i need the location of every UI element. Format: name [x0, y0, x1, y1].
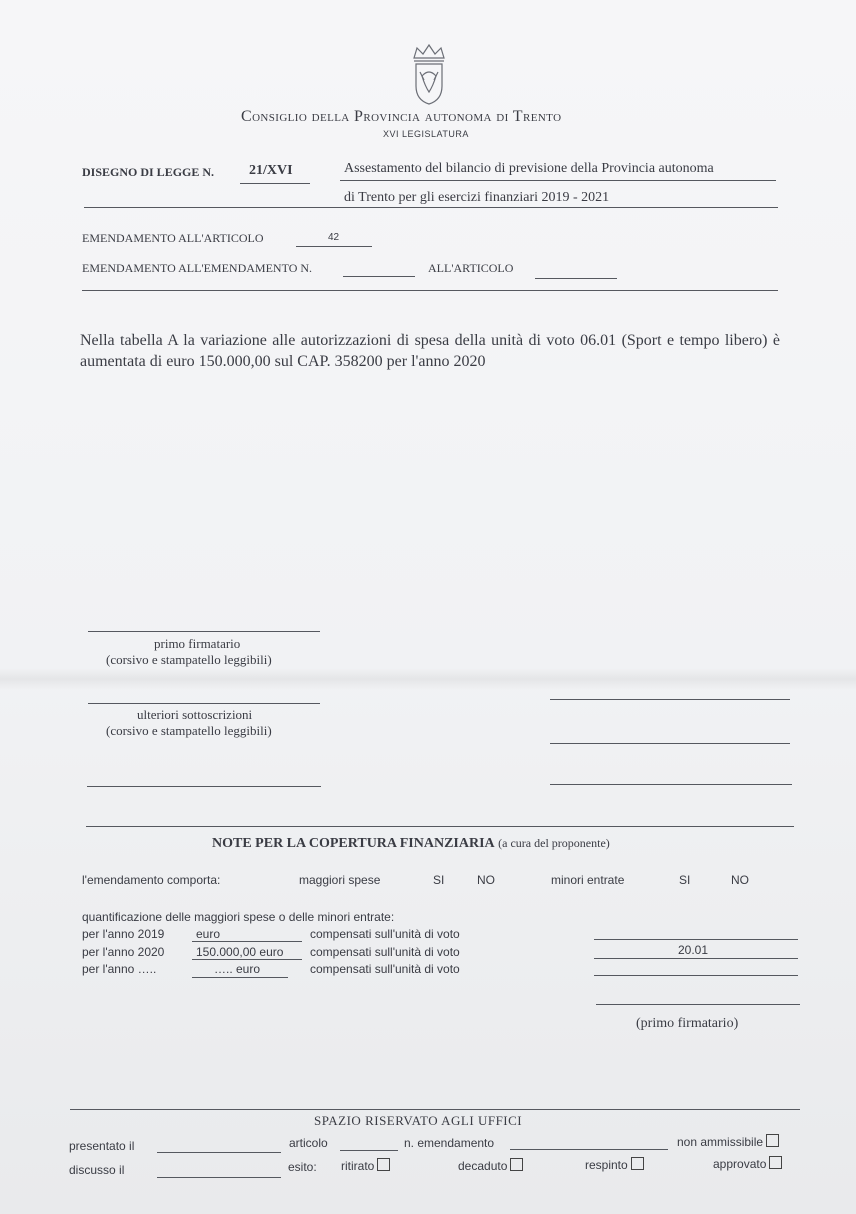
articolo-field[interactable]	[340, 1150, 398, 1151]
institution-name: Consiglio della Provincia autonoma di Trento	[241, 108, 562, 125]
comporta-label: l'emendamento comporta:	[82, 873, 221, 887]
bill-number-line	[240, 183, 310, 184]
amendment-sub-number-line	[343, 276, 415, 277]
respinto-checkbox[interactable]	[631, 1157, 644, 1170]
other-signer-line-3	[550, 743, 790, 744]
year-2019-label: per l'anno 2019	[82, 927, 165, 941]
maggiori-spese-si-option[interactable]: SI	[433, 873, 445, 887]
bill-title-underline-2	[84, 207, 778, 208]
amendment-separator	[82, 290, 778, 291]
other-signers-label: ulteriori sottoscrizioni	[137, 707, 253, 722]
minori-entrate-label: minori entrate	[551, 873, 625, 887]
presentato-field[interactable]	[157, 1152, 281, 1153]
amendment-article-value: 42	[328, 232, 340, 243]
other-signer-line-1	[88, 703, 320, 704]
bill-label: DISEGNO DI LEGGE N.	[82, 165, 215, 179]
approvato-option[interactable]	[713, 1156, 782, 1171]
coverage-signer-label: (primo firmatario)	[636, 1016, 739, 1031]
coat-of-arms-icon	[408, 42, 450, 106]
coverage-signer-line	[596, 1004, 800, 1005]
legislature-label: XVI LEGISLATURA	[383, 129, 469, 139]
approvato-label: approvato	[713, 1157, 767, 1171]
unit-other-field[interactable]	[594, 975, 798, 976]
first-signer-line	[88, 631, 320, 632]
compensation-2019-label: compensati sull'unità di voto	[310, 927, 460, 941]
coverage-heading	[212, 836, 610, 852]
unit-2020-field[interactable]: 20.01	[678, 943, 709, 957]
maggiori-spese-label: maggiori spese	[299, 873, 381, 887]
presentato-label: presentato il	[69, 1139, 135, 1153]
decaduto-checkbox[interactable]	[510, 1158, 523, 1171]
amount-2019-line	[192, 941, 302, 942]
non-ammissibile-option[interactable]	[677, 1134, 779, 1149]
approvato-checkbox[interactable]	[769, 1156, 782, 1169]
decaduto-label: decaduto	[458, 1159, 508, 1173]
other-signer-line-4	[87, 786, 321, 787]
amount-2020-line	[192, 959, 302, 960]
first-signer-label: primo firmatario	[154, 636, 241, 651]
non-ammissibile-label: non ammissibile	[677, 1135, 764, 1149]
amendment-article-label: EMENDAMENTO ALL'ARTICOLO	[82, 231, 264, 245]
esito-label: esito:	[288, 1160, 317, 1174]
amount-other-line	[192, 977, 288, 978]
year-2020-label: per l'anno 2020	[82, 945, 165, 959]
unit-2019-field[interactable]	[594, 939, 798, 940]
decaduto-option[interactable]	[458, 1158, 523, 1173]
amount-2019-field[interactable]: euro	[196, 927, 221, 941]
coverage-separator	[86, 826, 794, 827]
coverage-heading-main: NOTE PER LA COPERTURA FINANZIARIA	[212, 836, 495, 851]
other-signers-note: (corsivo e stampatello leggibili)	[106, 723, 272, 738]
amendment-article-line	[296, 246, 372, 247]
minori-entrate-si-option[interactable]: SI	[679, 873, 691, 887]
other-signer-line-2	[550, 699, 790, 700]
quantification-label: quantificazione delle maggiori spese o delle minori entrate:	[82, 910, 395, 924]
ritirato-option[interactable]	[341, 1158, 390, 1173]
amendment-sub-article-label: ALL'ARTICOLO	[428, 261, 514, 275]
amount-2020-field[interactable]: 150.000,00 euro	[196, 945, 284, 959]
discusso-label: discusso il	[69, 1163, 125, 1177]
first-signer-note: (corsivo e stampatello leggibili)	[106, 652, 272, 667]
bill-number: 21/XVI	[249, 163, 293, 178]
amendment-body-text: Nella tabella A la variazione alle autorizzazioni di spesa della unità di voto 06.01 (Sport e tempo libero) è aumentata di euro 150.000,00 sul CAP. 358200 per l'anno 2020	[80, 332, 780, 370]
unit-2020-line	[594, 958, 798, 959]
offices-separator	[70, 1109, 800, 1110]
bill-title-underline-1	[340, 180, 776, 181]
year-other-label: per l'anno …..	[82, 962, 157, 976]
ritirato-checkbox[interactable]	[377, 1158, 390, 1171]
compensation-2020-label: compensati sull'unità di voto	[310, 945, 460, 959]
articolo-label: articolo	[289, 1136, 328, 1150]
page-fold	[0, 668, 856, 690]
offices-heading: SPAZIO RISERVATO AGLI UFFICI	[314, 1113, 523, 1128]
amount-other-field[interactable]: ….. euro	[214, 962, 261, 976]
discusso-field[interactable]	[157, 1177, 281, 1178]
amendment-sub-label: EMENDAMENTO ALL'EMENDAMENTO N.	[82, 261, 313, 275]
ritirato-label: ritirato	[341, 1159, 375, 1173]
compensation-other-label: compensati sull'unità di voto	[310, 962, 460, 976]
n-emendamento-label: n. emendamento	[404, 1136, 495, 1150]
other-signer-line-5	[550, 784, 792, 785]
respinto-option[interactable]	[585, 1157, 644, 1172]
maggiori-spese-no-option[interactable]: NO	[477, 873, 495, 887]
bill-title-line-2: di Trento per gli esercizi finanziari 2019 - 2021	[344, 190, 610, 205]
n-emendamento-field[interactable]	[510, 1149, 668, 1150]
coverage-heading-note: (a cura del proponente)	[498, 836, 610, 850]
amendment-sub-article-line	[535, 278, 617, 279]
non-ammissibile-checkbox[interactable]	[766, 1134, 779, 1147]
bill-title-line-1: Assestamento del bilancio di previsione della Provincia autonoma	[344, 161, 714, 176]
respinto-label: respinto	[585, 1158, 628, 1172]
minori-entrate-no-option[interactable]: NO	[731, 873, 749, 887]
